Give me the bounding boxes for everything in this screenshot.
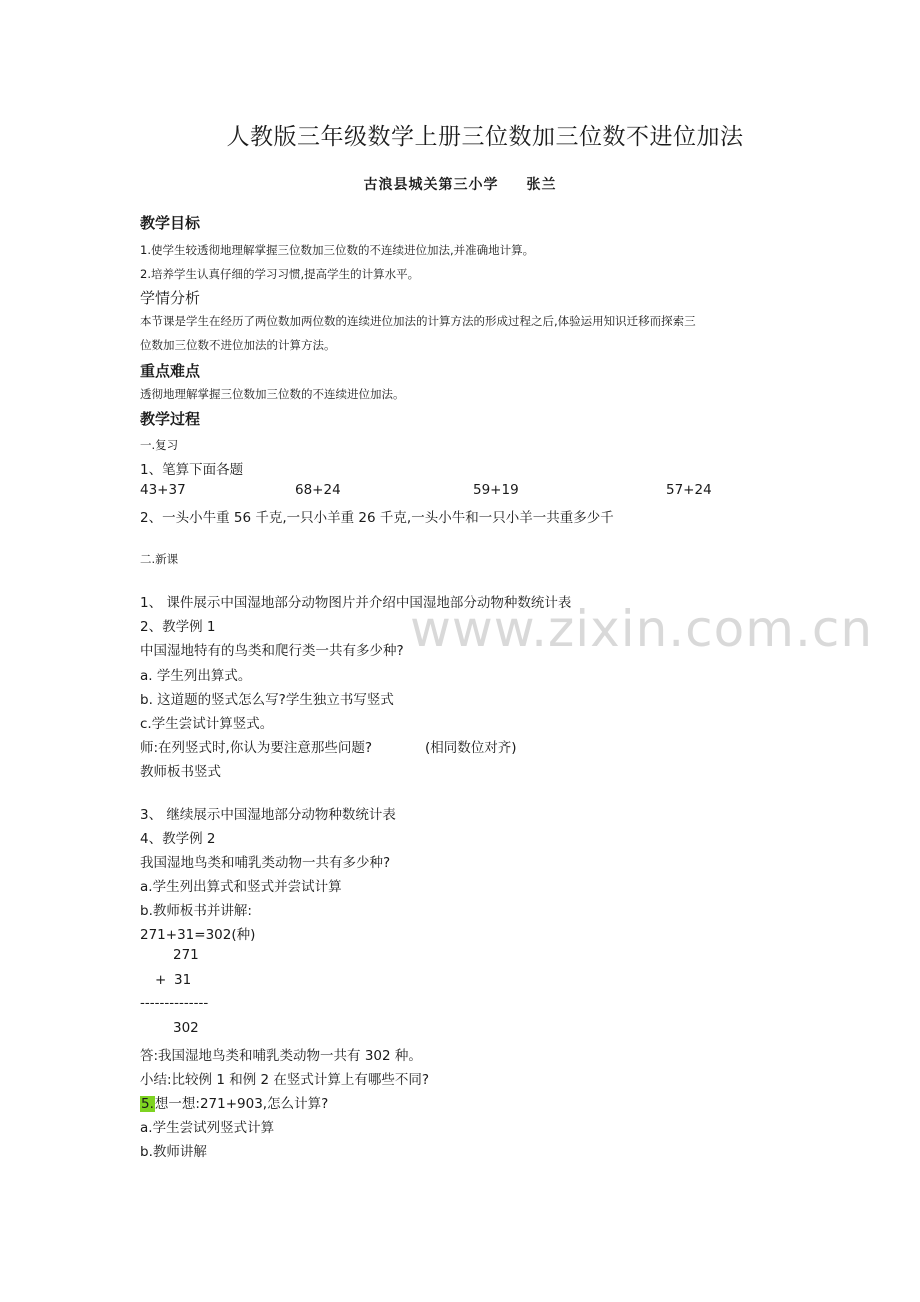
exercise-item: 68+24 (295, 482, 341, 498)
think-item-a: a.学生尝试列竖式计算 (140, 1120, 275, 1136)
review-label: 一.复习 (140, 438, 179, 452)
review-question-1: 1、笔算下面各题 (140, 462, 244, 478)
example-2-item-a: a.学生列出算式和竖式并尝试计算 (140, 879, 342, 895)
analysis-line-2: 位数加三位数不进位加法的计算方法。 (140, 338, 336, 352)
exercise-item: 43+37 (140, 482, 186, 498)
goals-heading: 教学目标 (140, 214, 201, 232)
think-text: 想一想:271+903,怎么计算? (154, 1096, 329, 1112)
new-lesson-label: 二.新课 (140, 552, 179, 566)
author-line (0, 174, 920, 194)
summary: 小结:比较例 1 和例 2 在竖式计算上有哪些不同? (140, 1072, 430, 1088)
example-1-item-a: a. 学生列出算式。 (140, 668, 252, 684)
keypoints-text: 透彻地理解掌握三位数加三位数的不连续进位加法。 (140, 387, 405, 401)
example-2-item-b: b.教师板书并讲解: (140, 903, 252, 919)
step-4: 4、教学例 2 (140, 831, 216, 847)
step-1: 1、 课件展示中国湿地部分动物图片并介绍中国湿地部分动物种数统计表 (140, 595, 572, 611)
think-number-highlight: 5. (141, 1096, 154, 1112)
exercise-item: 59+19 (473, 482, 519, 498)
document-title: 人教版三年级数学上册三位数加三位数不进位加法 (226, 124, 744, 150)
vertical-result: 302 (173, 1020, 199, 1036)
vertical-addend-top: 271 (173, 947, 199, 963)
example-2-equation: 271+31=302(种) (140, 927, 256, 943)
process-heading: 教学过程 (140, 410, 201, 428)
vertical-plus-sign: + (155, 972, 167, 988)
example-1-question: 中国湿地特有的鸟类和爬行类一共有多少种? (140, 643, 404, 659)
example-2-question: 我国湿地鸟类和哺乳类动物一共有多少种? (140, 855, 391, 871)
example-1-item-c: c.学生尝试计算竖式。 (140, 716, 274, 732)
step-2: 2、教学例 1 (140, 619, 216, 635)
example-1-item-b: b. 这道题的竖式怎么写?学生独立书写竖式 (140, 692, 394, 708)
example-1-teacher-question: 师:在列竖式时,你认为要注意那些问题? (140, 740, 373, 756)
watermark: www.zixin.com.cn (410, 600, 874, 658)
vertical-divider: -------------- (140, 995, 209, 1011)
step-3: 3、 继续展示中国湿地部分动物种数统计表 (140, 807, 396, 823)
exercise-item: 57+24 (666, 482, 712, 498)
example-1-teacher-note: (相同数位对齐) (425, 740, 517, 756)
review-question-2: 2、一头小牛重 56 千克,一只小羊重 26 千克,一头小牛和一只小羊一共重多少千 (140, 510, 614, 526)
analysis-heading: 学情分析 (140, 289, 201, 307)
think-item-b: b.教师讲解 (140, 1144, 207, 1160)
vertical-addend-bottom: 31 (174, 972, 192, 988)
analysis-line-1: 本节课是学生在经历了两位数加两位数的连续进位加法的计算方法的形成过程之后,体验运用知识迁移而探索三 (140, 314, 696, 328)
example-2-answer: 答:我国湿地鸟类和哺乳类动物一共有 302 种。 (140, 1048, 422, 1064)
teacher-name: 张兰 (526, 177, 557, 193)
think-line (140, 1092, 328, 1112)
school-name: 古浪县城关第三小学 (363, 177, 499, 193)
goal-item-1: 1.使学生较透彻地理解掌握三位数加三位数的不连续进位加法,并准确地计算。 (140, 243, 535, 257)
goal-item-2: 2.培养学生认真仔细的学习习惯,提高学生的计算水平。 (140, 267, 420, 281)
example-1-board: 教师板书竖式 (140, 764, 221, 780)
keypoints-heading: 重点难点 (140, 362, 201, 380)
